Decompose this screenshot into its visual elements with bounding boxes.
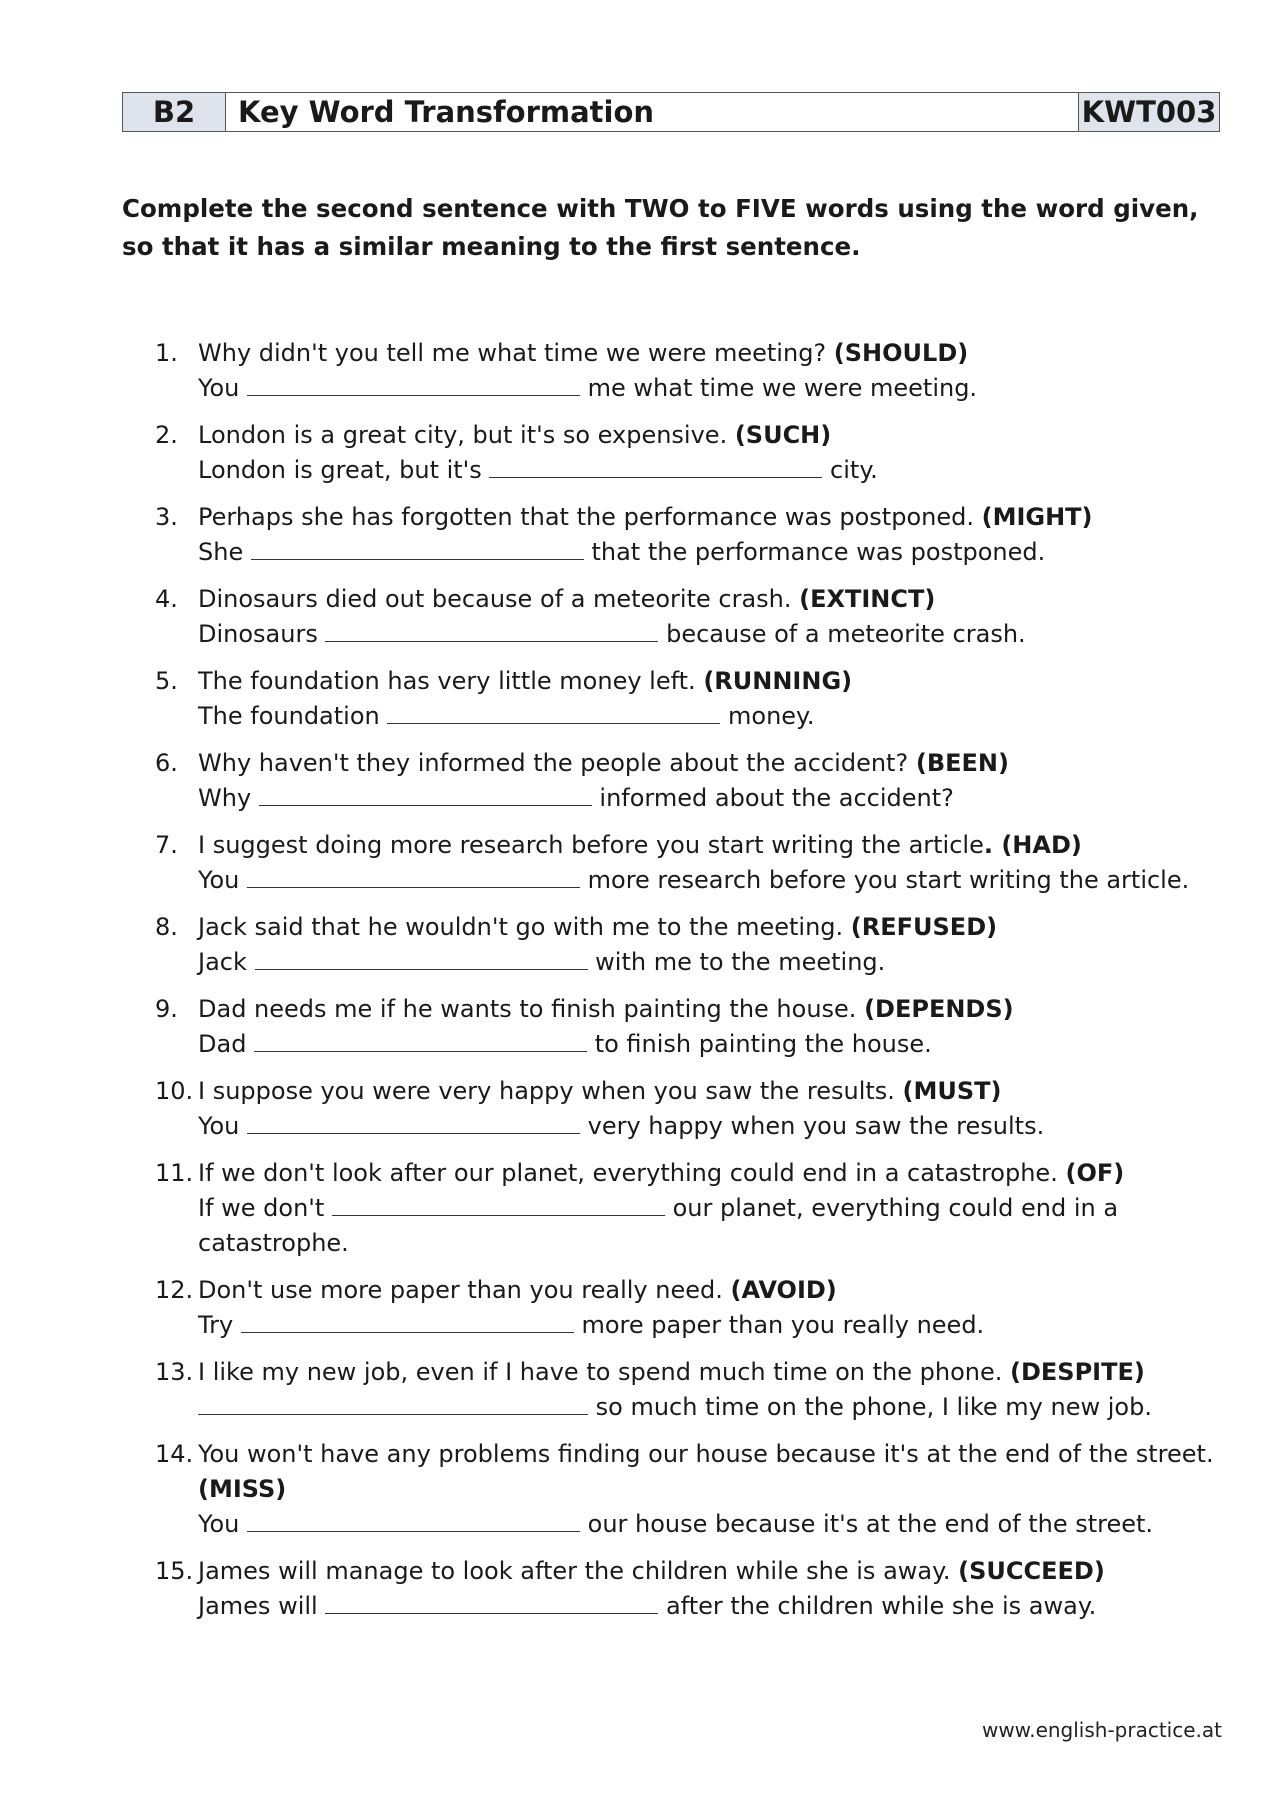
item-number: 3. — [155, 503, 178, 531]
answer-blank[interactable] — [387, 701, 720, 724]
sentence-end: city. — [822, 456, 878, 484]
sentence-start: Dinosaurs — [198, 620, 326, 648]
sentence-start: You — [198, 866, 247, 894]
item-number: 12. — [155, 1276, 194, 1304]
answer-blank[interactable] — [251, 537, 584, 560]
answer-blank[interactable] — [247, 1111, 580, 1134]
sentence-end: our planet, everything could end in a catastrophe. — [198, 1194, 1119, 1257]
original-sentence: Don't use more paper than you really need. — [198, 1276, 731, 1304]
key-word: (MIGHT) — [981, 503, 1093, 531]
item-number: 1. — [155, 339, 178, 367]
key-word: (RUNNING) — [703, 667, 853, 695]
exercise-item — [0, 1074, 1280, 1144]
exercise-item — [0, 500, 1280, 570]
answer-blank[interactable] — [325, 1591, 658, 1614]
item-number: 9. — [155, 995, 178, 1023]
instructions: Complete the second sentence with TWO to FIVE words using the word given, so that it has a similar meaning to the first sentence. — [122, 194, 1199, 261]
key-word: (SHOULD) — [833, 339, 969, 367]
key-word: (EXTINCT) — [799, 585, 936, 613]
answer-blank[interactable] — [325, 619, 658, 642]
sentence-start: You — [198, 1510, 247, 1538]
sentence-end: more paper than you really need. — [573, 1311, 985, 1339]
key-word: (BEEN) — [915, 749, 1009, 777]
key-word: . (HAD) — [983, 831, 1082, 859]
original-sentence: Dinosaurs died out because of a meteorite crash. — [198, 585, 800, 613]
sentence-start: She — [198, 538, 251, 566]
sentence-end: informed about the accident? — [591, 784, 954, 812]
worksheet-header — [122, 92, 1220, 132]
item-number: 13. — [155, 1358, 194, 1386]
item-number: 2. — [155, 421, 178, 449]
exercise-item — [0, 992, 1280, 1062]
original-sentence: London is a great city, but it's so expensive. — [198, 421, 735, 449]
exercise-item — [0, 1355, 1280, 1425]
original-sentence: Why didn't you tell me what time we were meeting? — [198, 339, 834, 367]
original-sentence: Dad needs me if he wants to finish painting the house. — [198, 995, 865, 1023]
item-number: 6. — [155, 749, 178, 777]
sentence-start: Try — [198, 1311, 241, 1339]
original-sentence: James will manage to look after the children while she is away. — [198, 1557, 959, 1585]
sentence-start: You — [198, 1112, 247, 1140]
item-number: 7. — [155, 831, 178, 859]
key-word: (SUCH) — [734, 421, 832, 449]
sentence-end: after the children while she is away. — [658, 1592, 1097, 1620]
sentence-end: with me to the meeting. — [587, 948, 886, 976]
item-number: 10. — [155, 1077, 194, 1105]
item-number: 14. — [155, 1440, 194, 1468]
exercise-item — [0, 418, 1280, 488]
original-sentence: If we don't look after our planet, everything could end in a catastrophe. — [198, 1159, 1066, 1187]
sentence-start: You — [198, 374, 247, 402]
answer-blank[interactable] — [489, 455, 822, 478]
sentence-end: me what time we were meeting. — [580, 374, 978, 402]
sentence-start: If we don't — [198, 1194, 332, 1222]
answer-blank[interactable] — [247, 865, 580, 888]
original-sentence: I suppose you were very happy when you saw the results. — [198, 1077, 903, 1105]
exercise-item — [0, 746, 1280, 816]
item-number: 8. — [155, 913, 178, 941]
sentence-end: our house because it's at the end of the street. — [580, 1510, 1154, 1538]
sentence-end: money. — [720, 702, 815, 730]
answer-blank[interactable] — [241, 1310, 574, 1333]
answer-blank[interactable] — [332, 1193, 665, 1216]
exercise-item — [0, 910, 1280, 980]
exercise-item — [0, 828, 1280, 898]
original-sentence: Jack said that he wouldn't go with me to the meeting. — [198, 913, 851, 941]
exercise-item — [0, 1156, 1280, 1261]
sentence-end: more research before you start writing the article. — [580, 866, 1190, 894]
level-badge: B2 — [123, 93, 226, 132]
sentence-end: because of a meteorite crash. — [658, 620, 1026, 648]
key-word: (AVOID) — [730, 1276, 837, 1304]
sentence-end: so much time on the phone, I like my new job. — [588, 1393, 1152, 1421]
answer-blank[interactable] — [259, 783, 592, 806]
exercise-item — [0, 582, 1280, 652]
sentence-start: James will — [198, 1592, 326, 1620]
original-sentence: You won't have any problems finding our house because it's at the end of the street. — [198, 1440, 1214, 1468]
item-number: 4. — [155, 585, 178, 613]
exercise-item — [0, 1554, 1280, 1624]
key-word: (MUST) — [902, 1077, 1002, 1105]
footer-url: www.english-practice.at — [981, 1718, 1222, 1742]
key-word: (DEPENDS) — [864, 995, 1014, 1023]
sentence-start: Dad — [198, 1030, 255, 1058]
exercise-item — [0, 664, 1280, 734]
key-word: (SUCCEED) — [958, 1557, 1105, 1585]
key-word: (REFUSED) — [850, 913, 998, 941]
sentence-start: London is great, but it's — [198, 456, 490, 484]
sentence-end: very happy when you saw the results. — [580, 1112, 1045, 1140]
original-sentence: I suggest doing more research before you start writing the article — [198, 831, 984, 859]
sentence-end: to finish painting the house. — [587, 1030, 932, 1058]
answer-blank[interactable] — [247, 1509, 580, 1532]
sentence-start: The foundation — [198, 702, 388, 730]
key-word: (MISS) — [198, 1475, 287, 1503]
worksheet-code: KWT003 — [1079, 93, 1220, 132]
key-word: (OF) — [1065, 1159, 1125, 1187]
answer-blank[interactable] — [255, 947, 588, 970]
item-number: 11. — [155, 1159, 194, 1187]
exercise-item — [0, 1437, 1280, 1542]
original-sentence: I like my new job, even if I have to spend much time on the phone. — [198, 1358, 1010, 1386]
worksheet-title: Key Word Transformation — [226, 93, 1079, 132]
answer-blank[interactable] — [247, 373, 580, 396]
exercise-item — [0, 336, 1280, 406]
original-sentence: Perhaps she has forgotten that the performance was postponed. — [198, 503, 982, 531]
original-sentence: The foundation has very little money left. — [198, 667, 704, 695]
sentence-start: Jack — [198, 948, 255, 976]
exercise-list — [0, 336, 1280, 1636]
original-sentence: Why haven't they informed the people about the accident? — [198, 749, 916, 777]
item-number: 5. — [155, 667, 178, 695]
sentence-start: Why — [198, 784, 259, 812]
sentence-end: that the performance was postponed. — [583, 538, 1046, 566]
key-word: (DESPITE) — [1010, 1358, 1145, 1386]
item-number: 15. — [155, 1557, 194, 1585]
answer-blank[interactable] — [198, 1392, 588, 1415]
answer-blank[interactable] — [254, 1029, 587, 1052]
exercise-item — [0, 1273, 1280, 1343]
